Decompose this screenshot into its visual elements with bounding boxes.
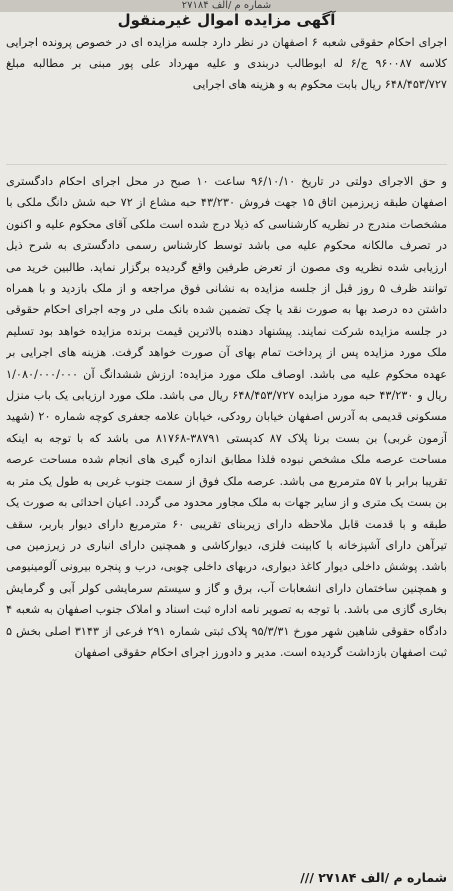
column-gap bbox=[6, 122, 447, 165]
auction-notice bbox=[6, 10, 447, 887]
notice-body-paragraph: و حق الاجرای دولتی در تاریخ ۹۶/۱۰/۱۰ ساعت ۱۰ صبح در محل اجرای احکام دادگستری اصفهان طبقه زیرزمین اتاق ۱۵ جهت فروش ۴۳/۲۳۰ حبه مشاع از ۷۲ حبه شش دانگ ملکی با مشخصات مندرج در نظریه کارشناسی که ذیلا درج شده است ملکی آقای محکوم علیه و اکنون در تصرف مالکانه محکوم علیه می باشد توسط کارشناس رسمی دادگستری به شرح ذیل ارزیابی شده نظریه وی مصون از تعرض طرفین واقع گردیده برگزار نماید. طالبین خرید می توانند ظرف ۵ روز قبل از جلسه مزایده به نشانی فوق مراجعه و از ملک بازدید و با همراه داشتن ده درصد بها به صورت نقد یا چک تضمین شده بانک ملی در وجه اجرای احکام حقوقی در جلسه مزایده شرکت نمایند. پیشنهاد دهنده بالاترین قیمت برنده مزایده خواهد بود تسلیم ملک مورد مزایده پس از پرداخت تمام بهای آن صورت خواهد گرفت. هزینه های اجرایی بر عهده محکوم علیه می باشد. اوصاف ملک مورد مزایده: ارزش ششدانگ آن ۱/۰۸۰/۰۰۰/۰۰۰ ریال و ۴۳/۲۳۰ حبه مورد مزایده ۶۴۸/۴۵۳/۷۲۷ ریال می باشد. ملک مورد ارزیابی یک باب منزل مسکونی قدیمی به آدرس اصفهان خیابان رودکی، خیابان علامه جعفری کوچه شماره ۲۰ (شهید آزمون غربی) بن بست برنا پلاک ۸۷ کدپستی ۳۸۷۹۱-۸۱۷۶۸ می باشد که با توجه به اینکه مساحت عرصه ملک مشخص نبوده فلذا مطابق اندازه گیری های انجام شده مساحت عرصه تقریبا برابر با ۵۷ مترمربع می باشد. عرصه ملک فوق از سمت جنوب غربی به طول یک متر به بن بست یک متری و از سایر جهات به ملک مجاور محدود می گردد. اعیان احداثی به صورت یک طبقه و با قدمت قابل ملاحظه دارای زیربنای تقریبی ۶۰ مترمربع دارای دیوار باربر، سقف تیرآهن دارای آشپزخانه با کابینت فلزی، دیوارکاشی و همچنین دارای انباری در زیرزمین می باشد. پوشش داخلی دیوار کاغذ دیواری، دربهای داخلی چوبی، درب و پنجره بیرونی آلومینیومی و همچنین ساختمان دارای انشعابات آب، برق و گاز و سیستم سرمایشی کولر آبی و گرمایش بخاری گازی می باشد. با توجه به تصویر نامه اداره ثبت اسناد و املاک جنوب اصفهان به شعبه ۴ دادگاه حقوقی شاهین شهر مورخ ۹۵/۳/۳۱ پلاک ثبتی شماره ۲۹۱ فرعی از ۳۱۴۳ اصلی بخش ۵ ثبت اصفهان بازداشت گردیده است. مدیر و دادورز اجرای احکام حقوقی اصفهان bbox=[6, 175, 447, 659]
notice-reference-number: شماره م /الف ۲۷۱۸۴ /// bbox=[300, 870, 447, 885]
clipped-header-strip: شماره م /الف ۲۷۱۸۴ bbox=[0, 0, 453, 12]
notice-intro-paragraph: اجرای احکام حقوقی شعبه ۶ اصفهان در نظر دارد جلسه مزایده ای در خصوص پرونده اجرایی کلاسه ۹۶۰۰۸۷ ج/۶ له ابوطالب دربندی و علیه مهرداد علی پور مبنی بر مطالبه مبلغ ۶۴۸/۴۵۳/۷۲۷ ریال بابت محکوم به و هزینه های اجرایی bbox=[6, 36, 447, 91]
notice-title: آگهی مزایده اموال غیرمنقول bbox=[117, 11, 336, 29]
